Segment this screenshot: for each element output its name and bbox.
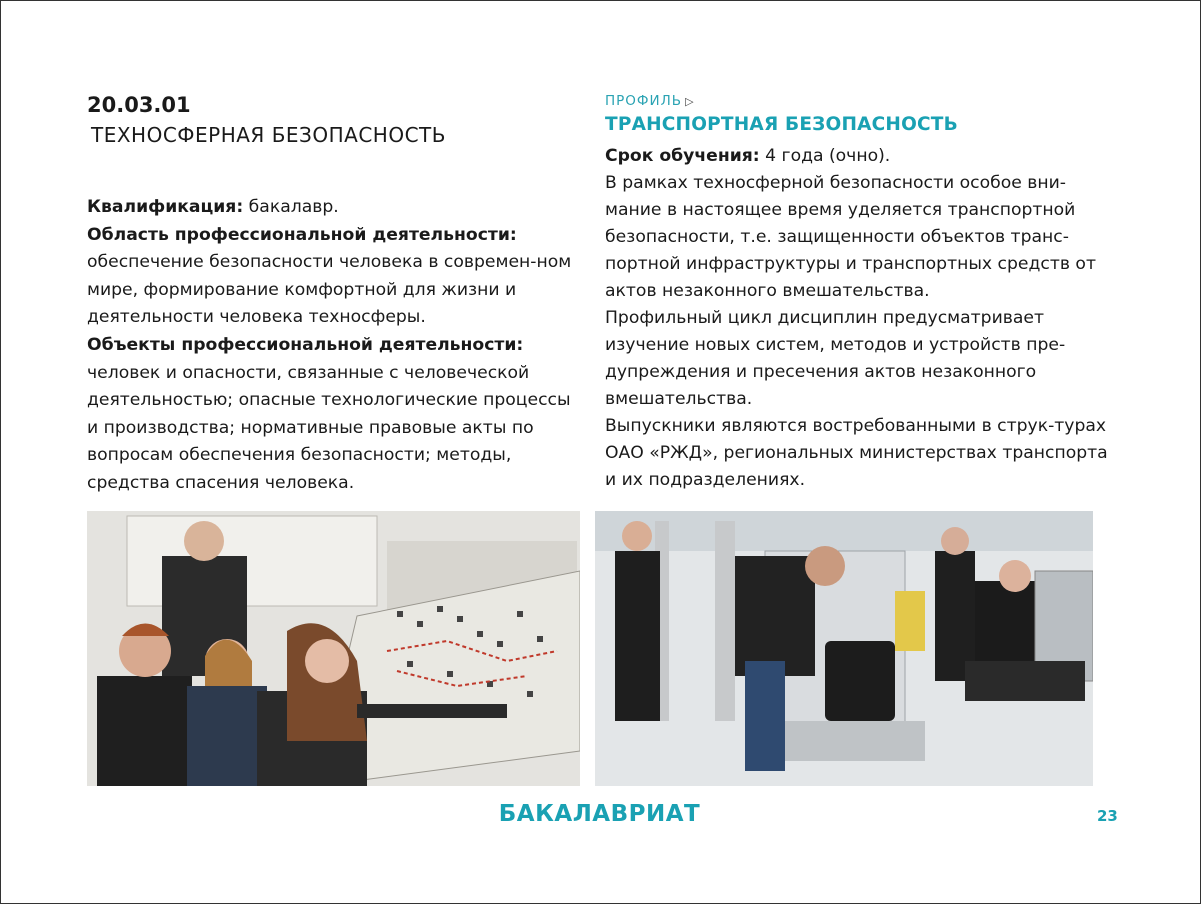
photo-students-illustration	[87, 511, 580, 786]
description-paragraph-1: В рамках техносферной безопасности особое вни-мание в настоящее время уделяется транспортной безопасности, т.е. защищенности объектов транс-портной инфраструктуры и транспортных средств от актов незаконного вмешательства.	[605, 173, 1096, 301]
footer-title: БАКАЛАВРИАТ	[498, 801, 701, 827]
left-column	[87, 194, 587, 498]
description-paragraph-2: Профильный цикл дисциплин предусматривает изучение новых систем, методов и устройств пре-дупреждения и пресечения актов незаконного вмешательства.	[605, 308, 1066, 409]
field-text: обеспечение безопасности человека в современ-ном мире, формирование комфортной для жизни и деятельности человека техносферы.	[87, 252, 572, 328]
duration-label: Срок обучения:	[605, 146, 760, 166]
profile-label-text: ПРОФИЛЬ	[605, 93, 683, 109]
qualification	[87, 194, 587, 222]
qualification-value: бакалавр.	[243, 197, 339, 217]
program-title: ТЕХНОСФЕРНАЯ БЕЗОПАСНОСТЬ	[91, 123, 446, 147]
field-label: Область профессиональной деятельности:	[87, 224, 517, 245]
photo-screening-illustration	[595, 511, 1093, 786]
right-column	[605, 143, 1115, 494]
profile-name: ТРАНСПОРТНАЯ БЕЗОПАСНОСТЬ	[605, 114, 958, 135]
objects-text: человек и опасности, связанные с человеческой деятельностью; опасные технологические процессы и производства; нормативные правовые акты по вопросам обеспечения безопасности; методы, средства спасения человека.	[87, 362, 571, 493]
program-code: 20.03.01	[87, 93, 191, 117]
objects-label: Объекты профессиональной деятельности:	[87, 334, 524, 355]
duration	[605, 143, 1115, 170]
page-number: 23	[1097, 807, 1118, 825]
photo-security-screening	[595, 511, 1093, 786]
qualification-label: Квалификация:	[87, 197, 244, 217]
triangle-right-icon: ▷	[685, 95, 695, 108]
profile-label	[605, 93, 695, 109]
photo-students-control-panel	[87, 511, 580, 786]
duration-value: 4 года (очно).	[759, 146, 891, 166]
description-paragraph-3: Выпускники являются востребованными в струк-турах ОАО «РЖД», региональных министерствах транспорта и их подразделениях.	[605, 416, 1108, 490]
